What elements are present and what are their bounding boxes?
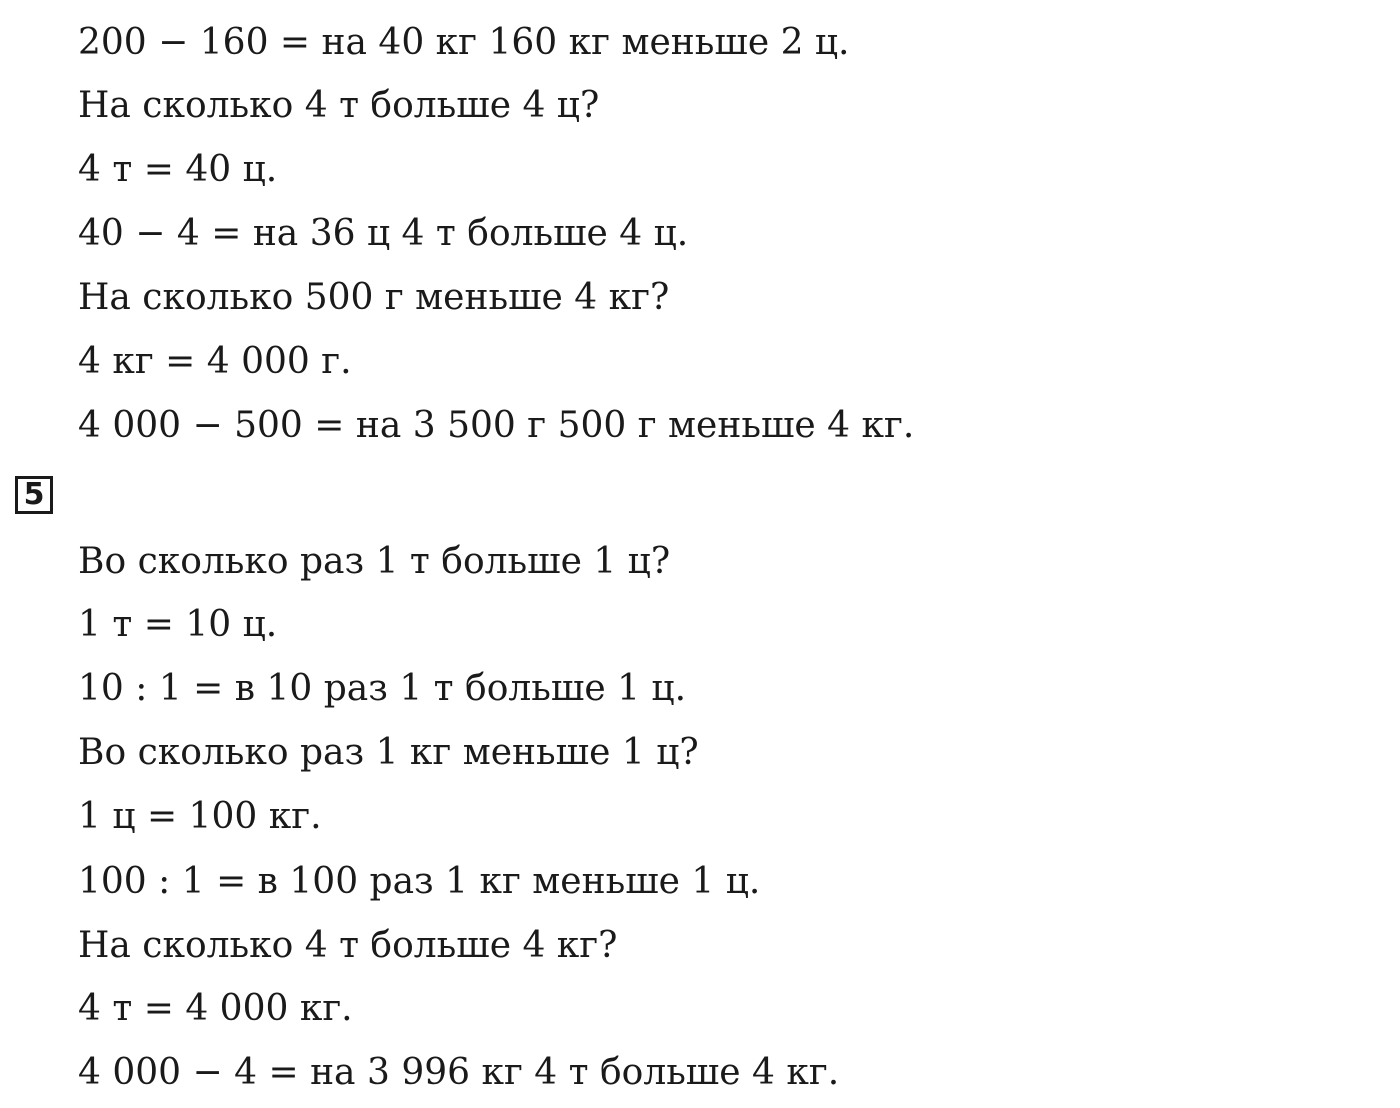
task-number-badge: 5 xyxy=(15,476,53,514)
solution-line: 200 − 160 = на 40 кг 160 кг меньше 2 ц. xyxy=(78,22,850,63)
conversion-line: 1 т = 10 ц. xyxy=(78,604,278,645)
question-line: На сколько 4 т больше 4 ц? xyxy=(78,85,600,126)
solution-line: 100 : 1 = в 100 раз 1 кг меньше 1 ц. xyxy=(78,861,761,902)
question-line: Во сколько раз 1 кг меньше 1 ц? xyxy=(78,732,699,773)
question-line: На сколько 4 т больше 4 кг? xyxy=(78,925,618,966)
solution-line: 4 000 − 500 = на 3 500 г 500 г меньше 4 кг. xyxy=(78,405,915,446)
solution-line: 40 − 4 = на 36 ц 4 т больше 4 ц. xyxy=(78,213,689,254)
conversion-line: 4 кг = 4 000 г. xyxy=(78,341,352,382)
solution-line: 4 000 − 4 = на 3 996 кг 4 т больше 4 кг. xyxy=(78,1052,840,1093)
question-line: Во сколько раз 1 т больше 1 ц? xyxy=(78,541,671,582)
conversion-line: 4 т = 4 000 кг. xyxy=(78,988,353,1029)
conversion-line: 4 т = 40 ц. xyxy=(78,149,278,190)
conversion-line: 1 ц = 100 кг. xyxy=(78,796,322,837)
question-line: На сколько 500 г меньше 4 кг? xyxy=(78,277,670,318)
solution-line: 10 : 1 = в 10 раз 1 т больше 1 ц. xyxy=(78,668,687,709)
